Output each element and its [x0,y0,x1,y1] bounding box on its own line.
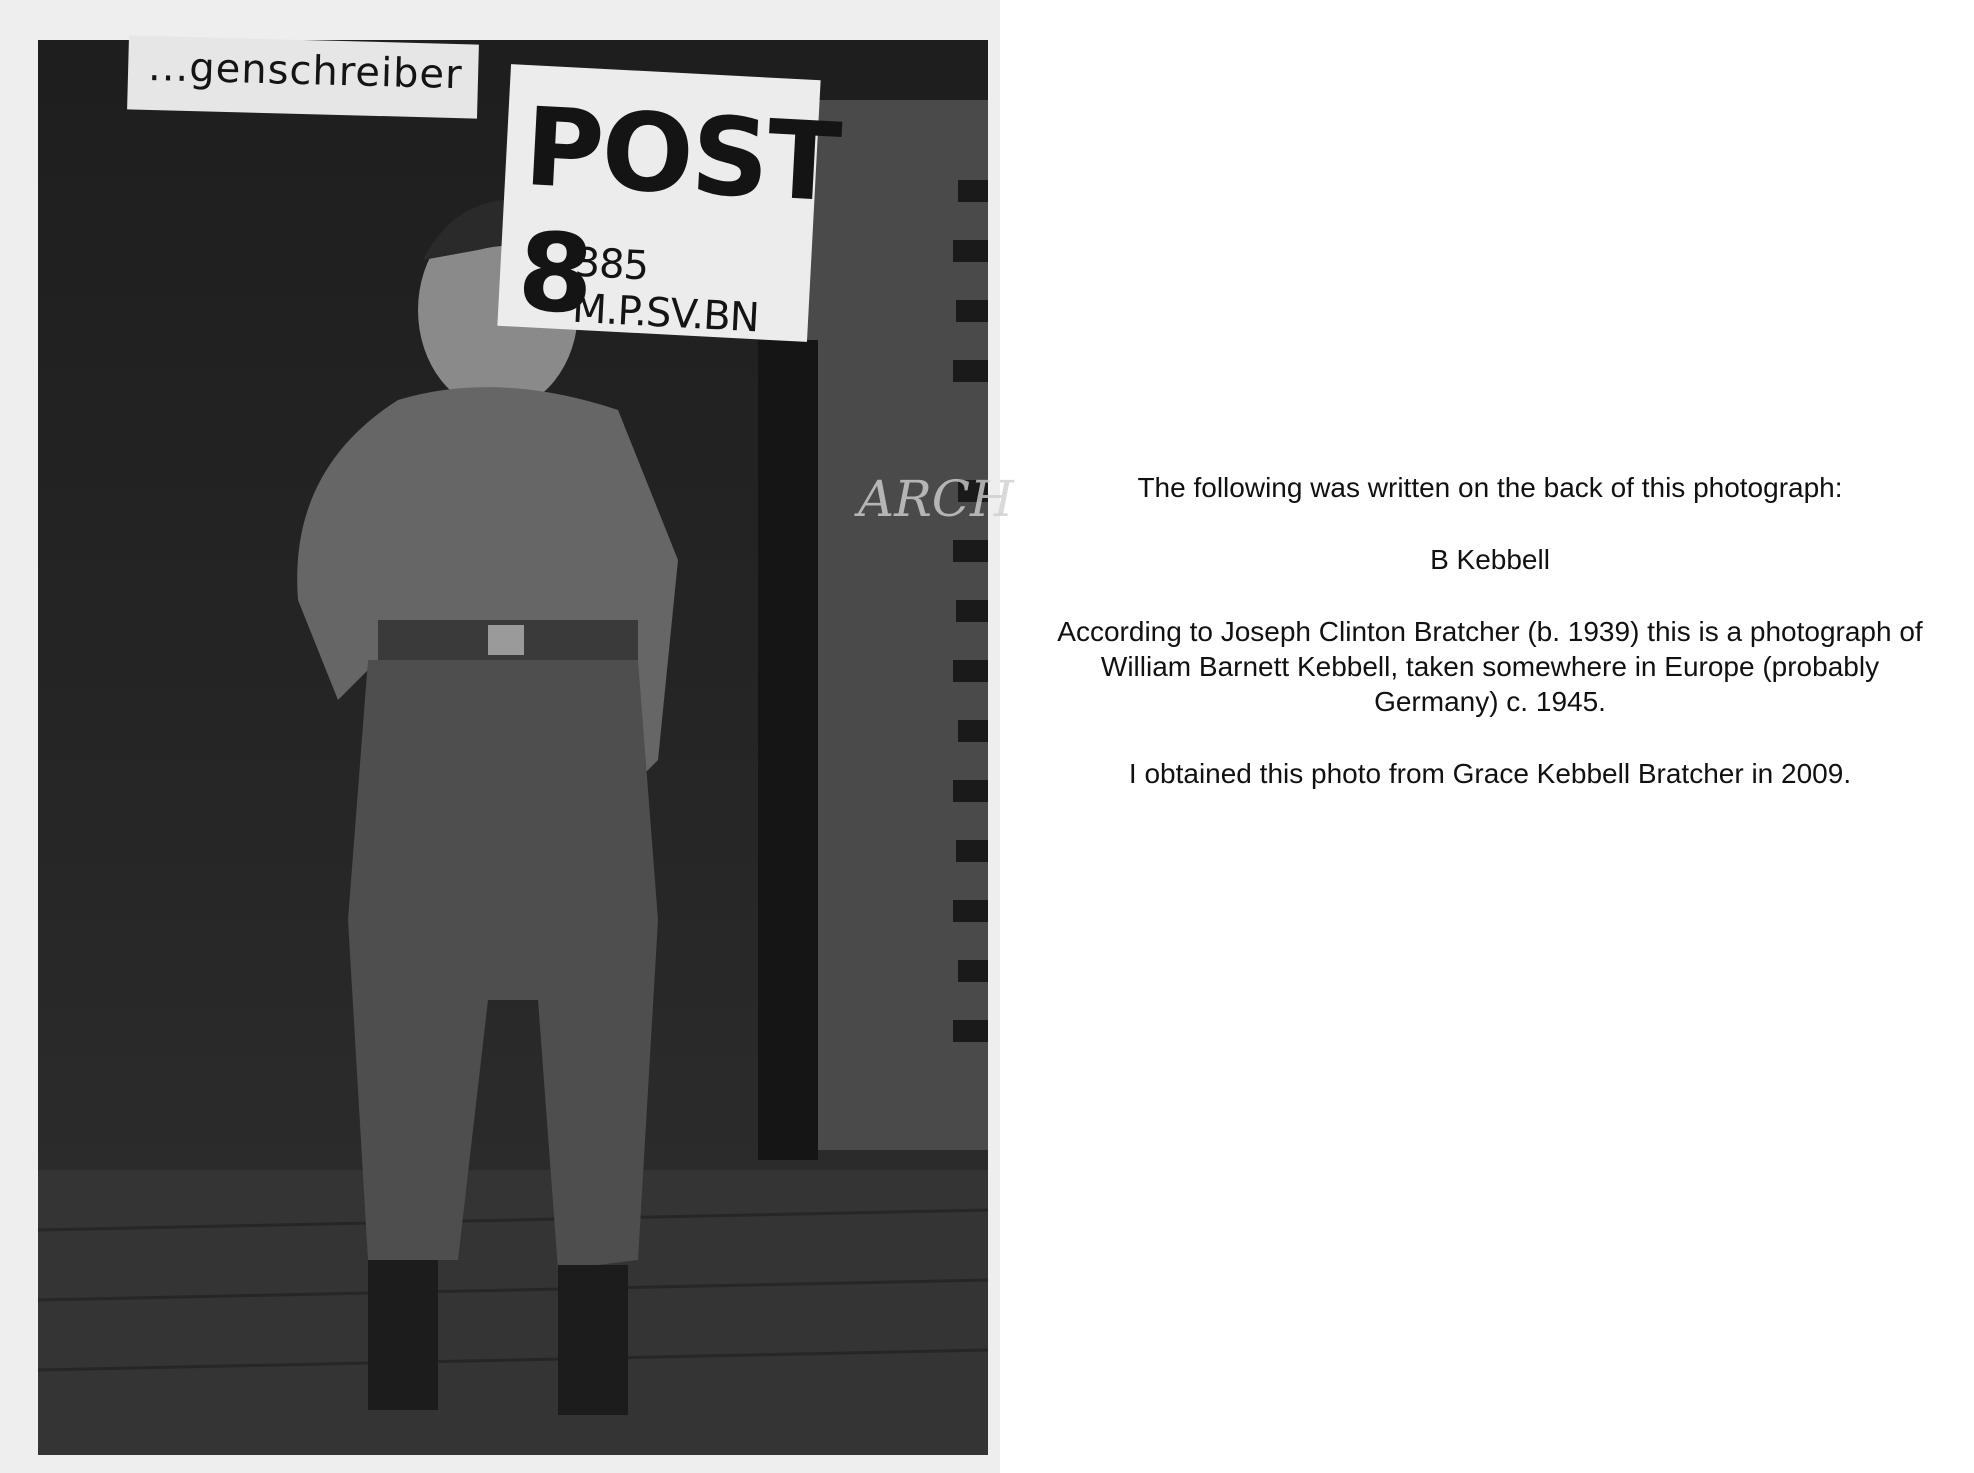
post-sign-subtitle: 385 M.P.SV.BN [571,239,760,342]
doorway-pillar [758,340,818,1160]
belt-buckle [488,625,524,655]
post-sign [497,64,842,342]
caption-attribution: According to Joseph Clinton Bratcher (b. 1939) this is a photograph of William Barnett Kebbell, taken somewhere in Europe (probably Germany) c. 1945. [1057,616,1923,717]
caption-inscription: B Kebbell [1430,544,1550,575]
street-sign [127,35,479,118]
wall-chalk-writing: ARCH [858,470,1014,528]
post-sign-title: POST 8 [514,84,842,339]
caption-intro: The following was written on the back of this photograph: [1137,472,1843,503]
brick-edge [953,180,988,1042]
photo-frame [38,40,1014,1455]
caption-block [1040,470,1940,828]
street-sign-text: ...genschreiber [147,43,464,99]
left-boot [368,1260,438,1410]
caption-provenance: I obtained this photo from Grace Kebbell Bratcher in 2009. [1128,758,1852,789]
right-boot [558,1265,628,1415]
